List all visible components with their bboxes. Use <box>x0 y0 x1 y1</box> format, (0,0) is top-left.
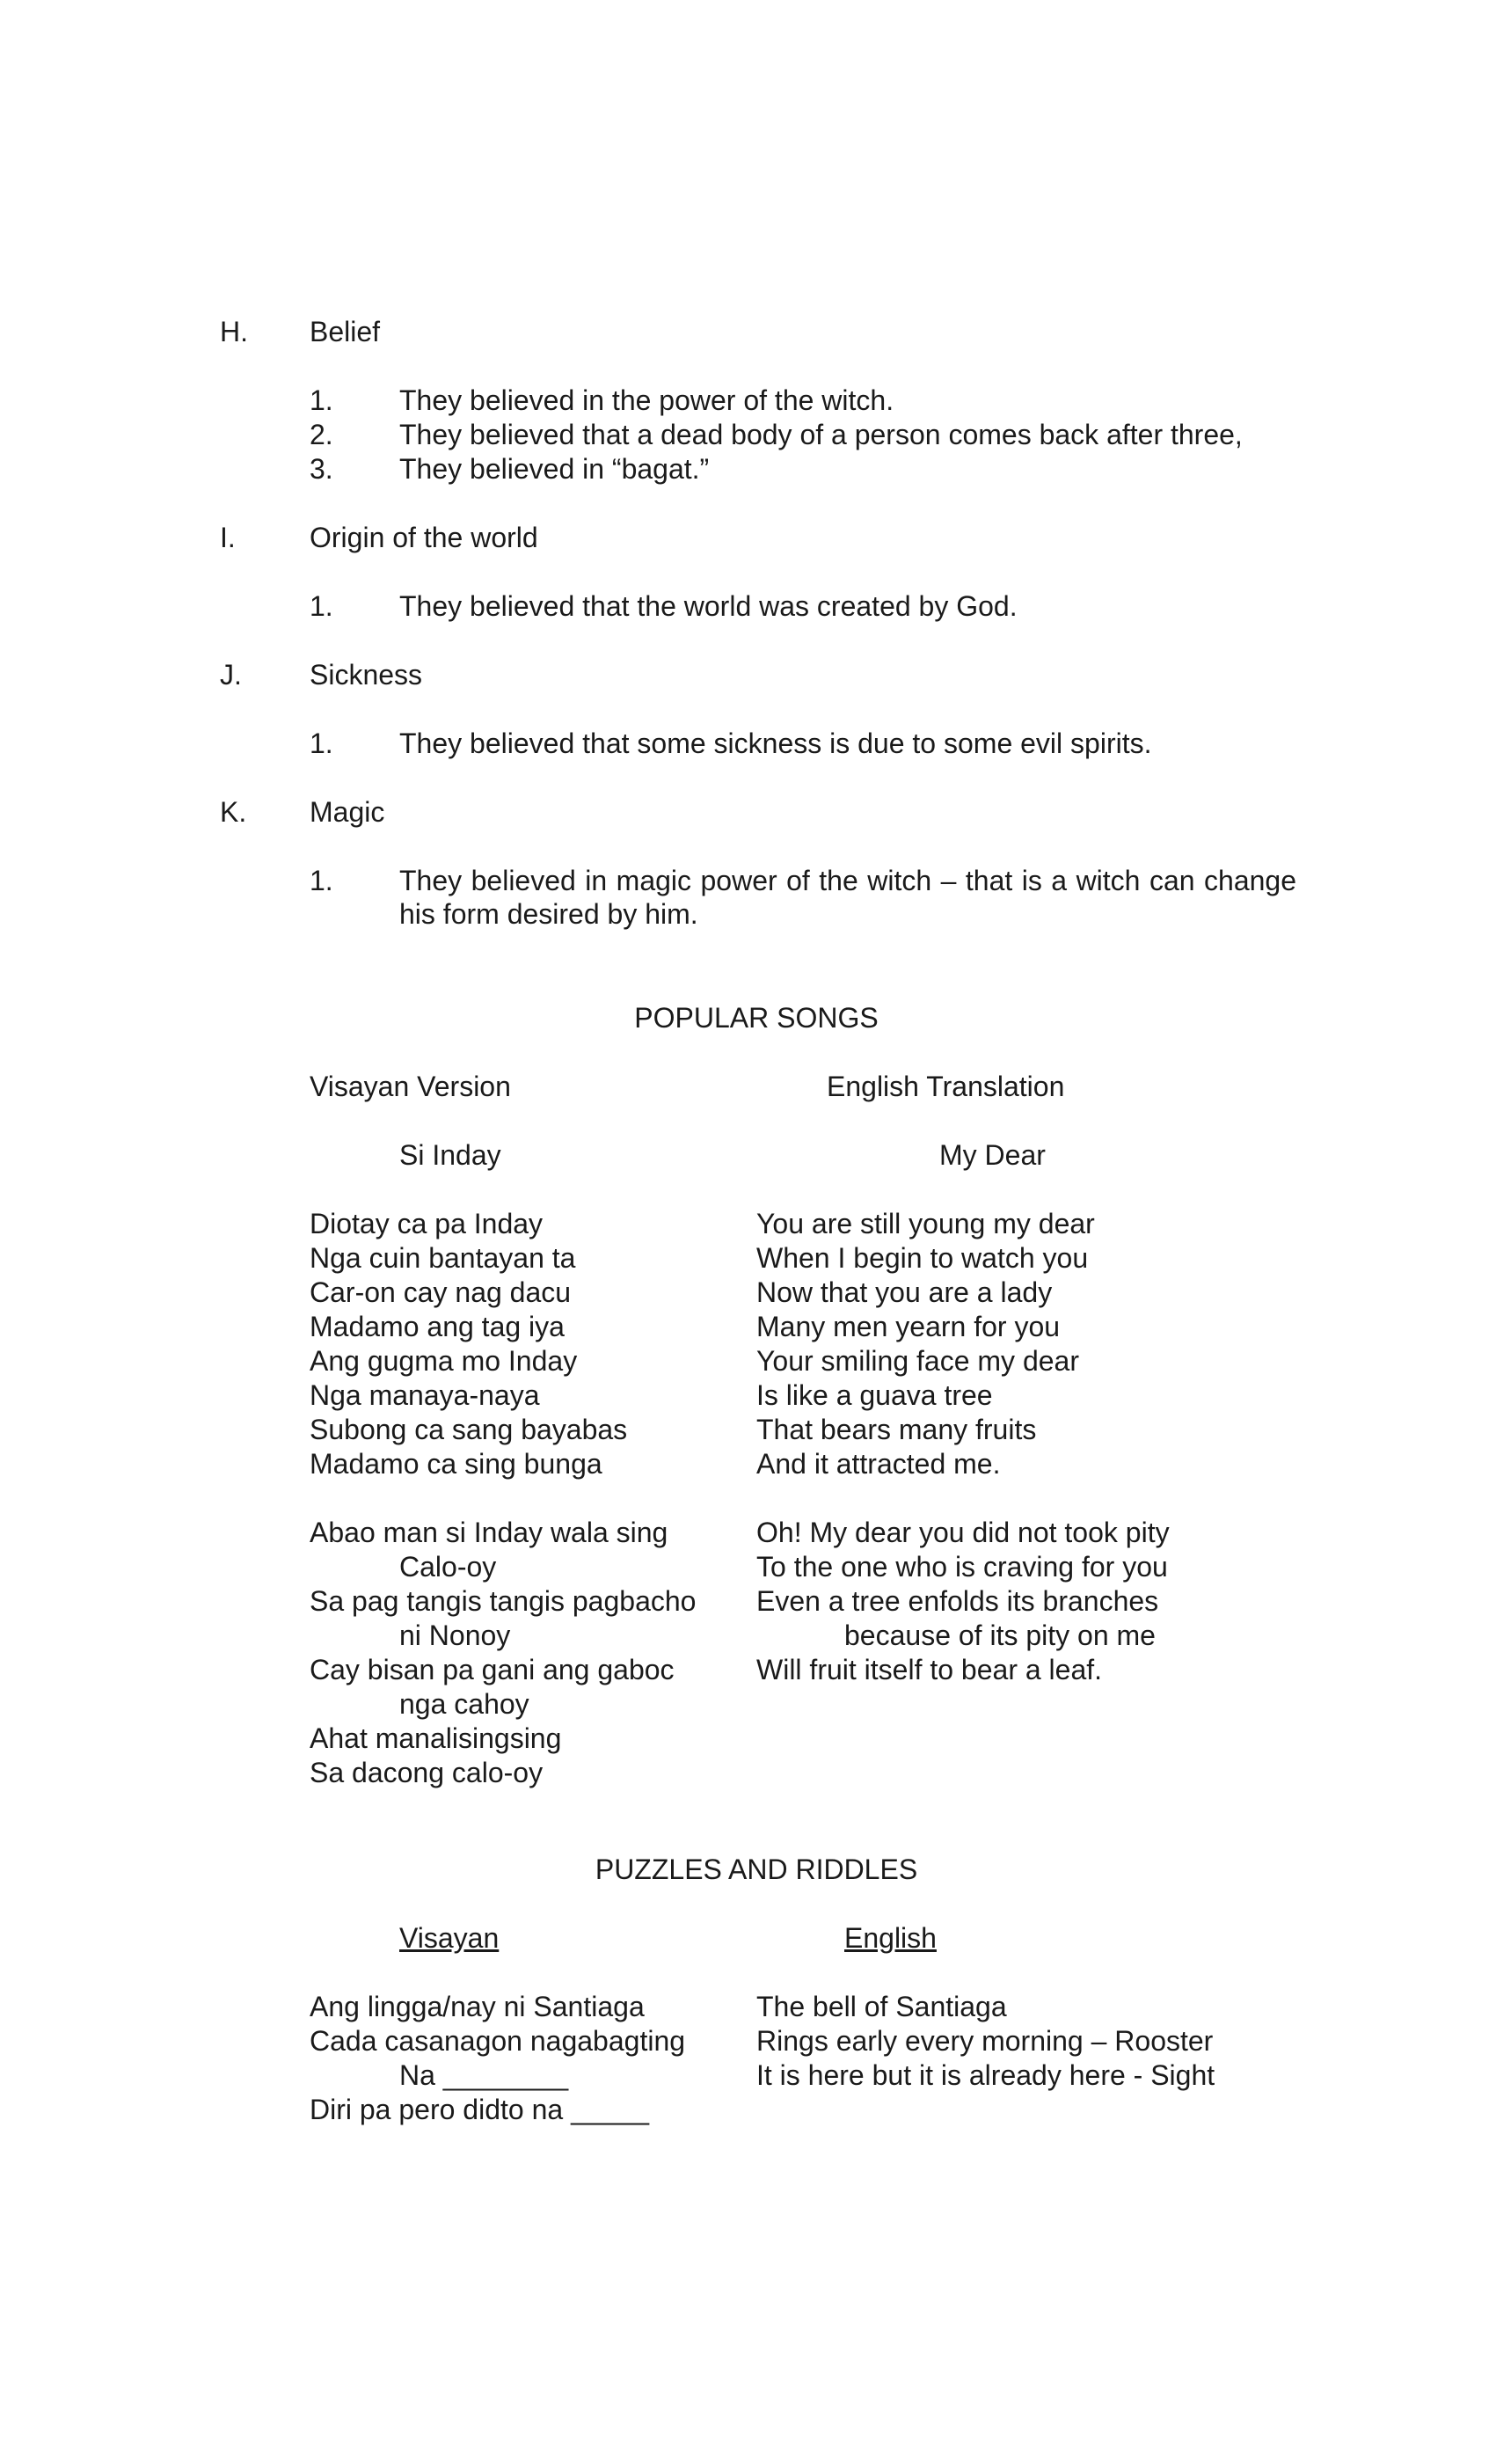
section-heading: Belief <box>310 316 381 347</box>
lyric-line: Sa dacong calo-oy <box>310 1757 544 1788</box>
riddle-line: Na ________ <box>399 2059 569 2091</box>
songs-left-header: Visayan Version <box>310 1071 511 1102</box>
item-text: They believed that some sickness is due to some evil spirits. <box>399 728 1152 759</box>
lyric-line: When I begin to watch you <box>756 1242 1089 1274</box>
lyric-line: ni Nonoy <box>399 1620 511 1651</box>
item-number: 1. <box>310 384 333 416</box>
lyric-line: Nga manaya-naya <box>310 1379 540 1411</box>
section-letter: H. <box>220 316 248 347</box>
item-text: They believed in magic power of the witch – that is a witch can change his form desired by him. <box>399 865 1296 930</box>
songs-title: POPULAR SONGS <box>634 1002 879 1034</box>
lyric-line: because of its pity on me <box>844 1620 1156 1651</box>
lyric-line: Car-on cay nag dacu <box>310 1276 572 1308</box>
lyric-line: Madamo ang tag iya <box>310 1311 565 1342</box>
lyric-line: To the one who is craving for you <box>756 1551 1168 1583</box>
section-heading: Sickness <box>310 659 423 691</box>
item-text: They believed that the world was created by God. <box>399 590 1018 622</box>
lyric-line: Sa pag tangis tangis pagbacho <box>310 1585 697 1617</box>
riddle-line: The bell of Santiaga <box>756 1991 1007 2022</box>
lyric-line: Even a tree enfolds its branches <box>756 1585 1159 1617</box>
lyric-line: Will fruit itself to bear a leaf. <box>756 1654 1103 1685</box>
item-number: 2. <box>310 419 333 450</box>
lyric-line: And it attracted me. <box>756 1448 1001 1480</box>
lyric-line: Madamo ca sing bunga <box>310 1448 602 1480</box>
song-title-visayan: Si Inday <box>399 1139 501 1171</box>
riddles-title: PUZZLES AND RIDDLES <box>595 1853 918 1885</box>
item-text: They believed that a dead body of a person comes back after three, <box>399 419 1243 450</box>
item-number: 3. <box>310 453 333 485</box>
lyric-line: Diotay ca pa Inday <box>310 1208 544 1239</box>
item-number: 1. <box>310 865 333 896</box>
lyric-line: Now that you are a lady <box>756 1276 1053 1308</box>
riddle-line: It is here but it is already here - Sight <box>756 2059 1215 2091</box>
lyric-line: Is like a guava tree <box>756 1379 993 1411</box>
item-text: They believed in the power of the witch. <box>399 384 894 416</box>
lyric-line: Ang gugma mo Inday <box>310 1345 578 1377</box>
riddle-line: Cada casanagon nagabagting <box>310 2025 686 2057</box>
section-letter: K. <box>220 796 247 828</box>
lyric-line: Calo-oy <box>399 1551 497 1583</box>
lyric-line: Ahat manalisingsing <box>310 1722 562 1754</box>
lyric-line: You are still young my dear <box>756 1208 1095 1239</box>
riddles-left-header: Visayan <box>399 1922 500 1954</box>
song-title-english: My Dear <box>939 1139 1046 1171</box>
riddle-line: Rings early every morning – Rooster <box>756 2025 1214 2057</box>
lyric-line: That bears many fruits <box>756 1414 1037 1445</box>
item-number: 1. <box>310 728 333 759</box>
lyric-line: Abao man si Inday wala sing <box>310 1517 668 1548</box>
section-letter: I. <box>220 522 236 553</box>
lyric-line: Oh! My dear you did not took pity <box>756 1517 1170 1548</box>
lyric-line: nga cahoy <box>399 1688 529 1720</box>
section-heading: Origin of the world <box>310 522 538 553</box>
lyric-line: Subong ca sang bayabas <box>310 1414 628 1445</box>
section-letter: J. <box>220 659 242 691</box>
lyric-line: Your smiling face my dear <box>756 1345 1079 1377</box>
item-text: They believed in “bagat.” <box>399 453 710 485</box>
lyric-line: Nga cuin bantayan ta <box>310 1242 576 1274</box>
riddle-line: Ang lingga/nay ni Santiaga <box>310 1991 645 2022</box>
riddle-line: Diri pa pero didto na _____ <box>310 2094 650 2125</box>
songs-right-header: English Translation <box>827 1071 1065 1102</box>
section-heading: Magic <box>310 796 385 828</box>
lyric-line: Cay bisan pa gani ang gaboc <box>310 1654 675 1685</box>
item-number: 1. <box>310 590 333 622</box>
riddles-right-header: English <box>844 1922 937 1954</box>
lyric-line: Many men yearn for you <box>756 1311 1061 1342</box>
